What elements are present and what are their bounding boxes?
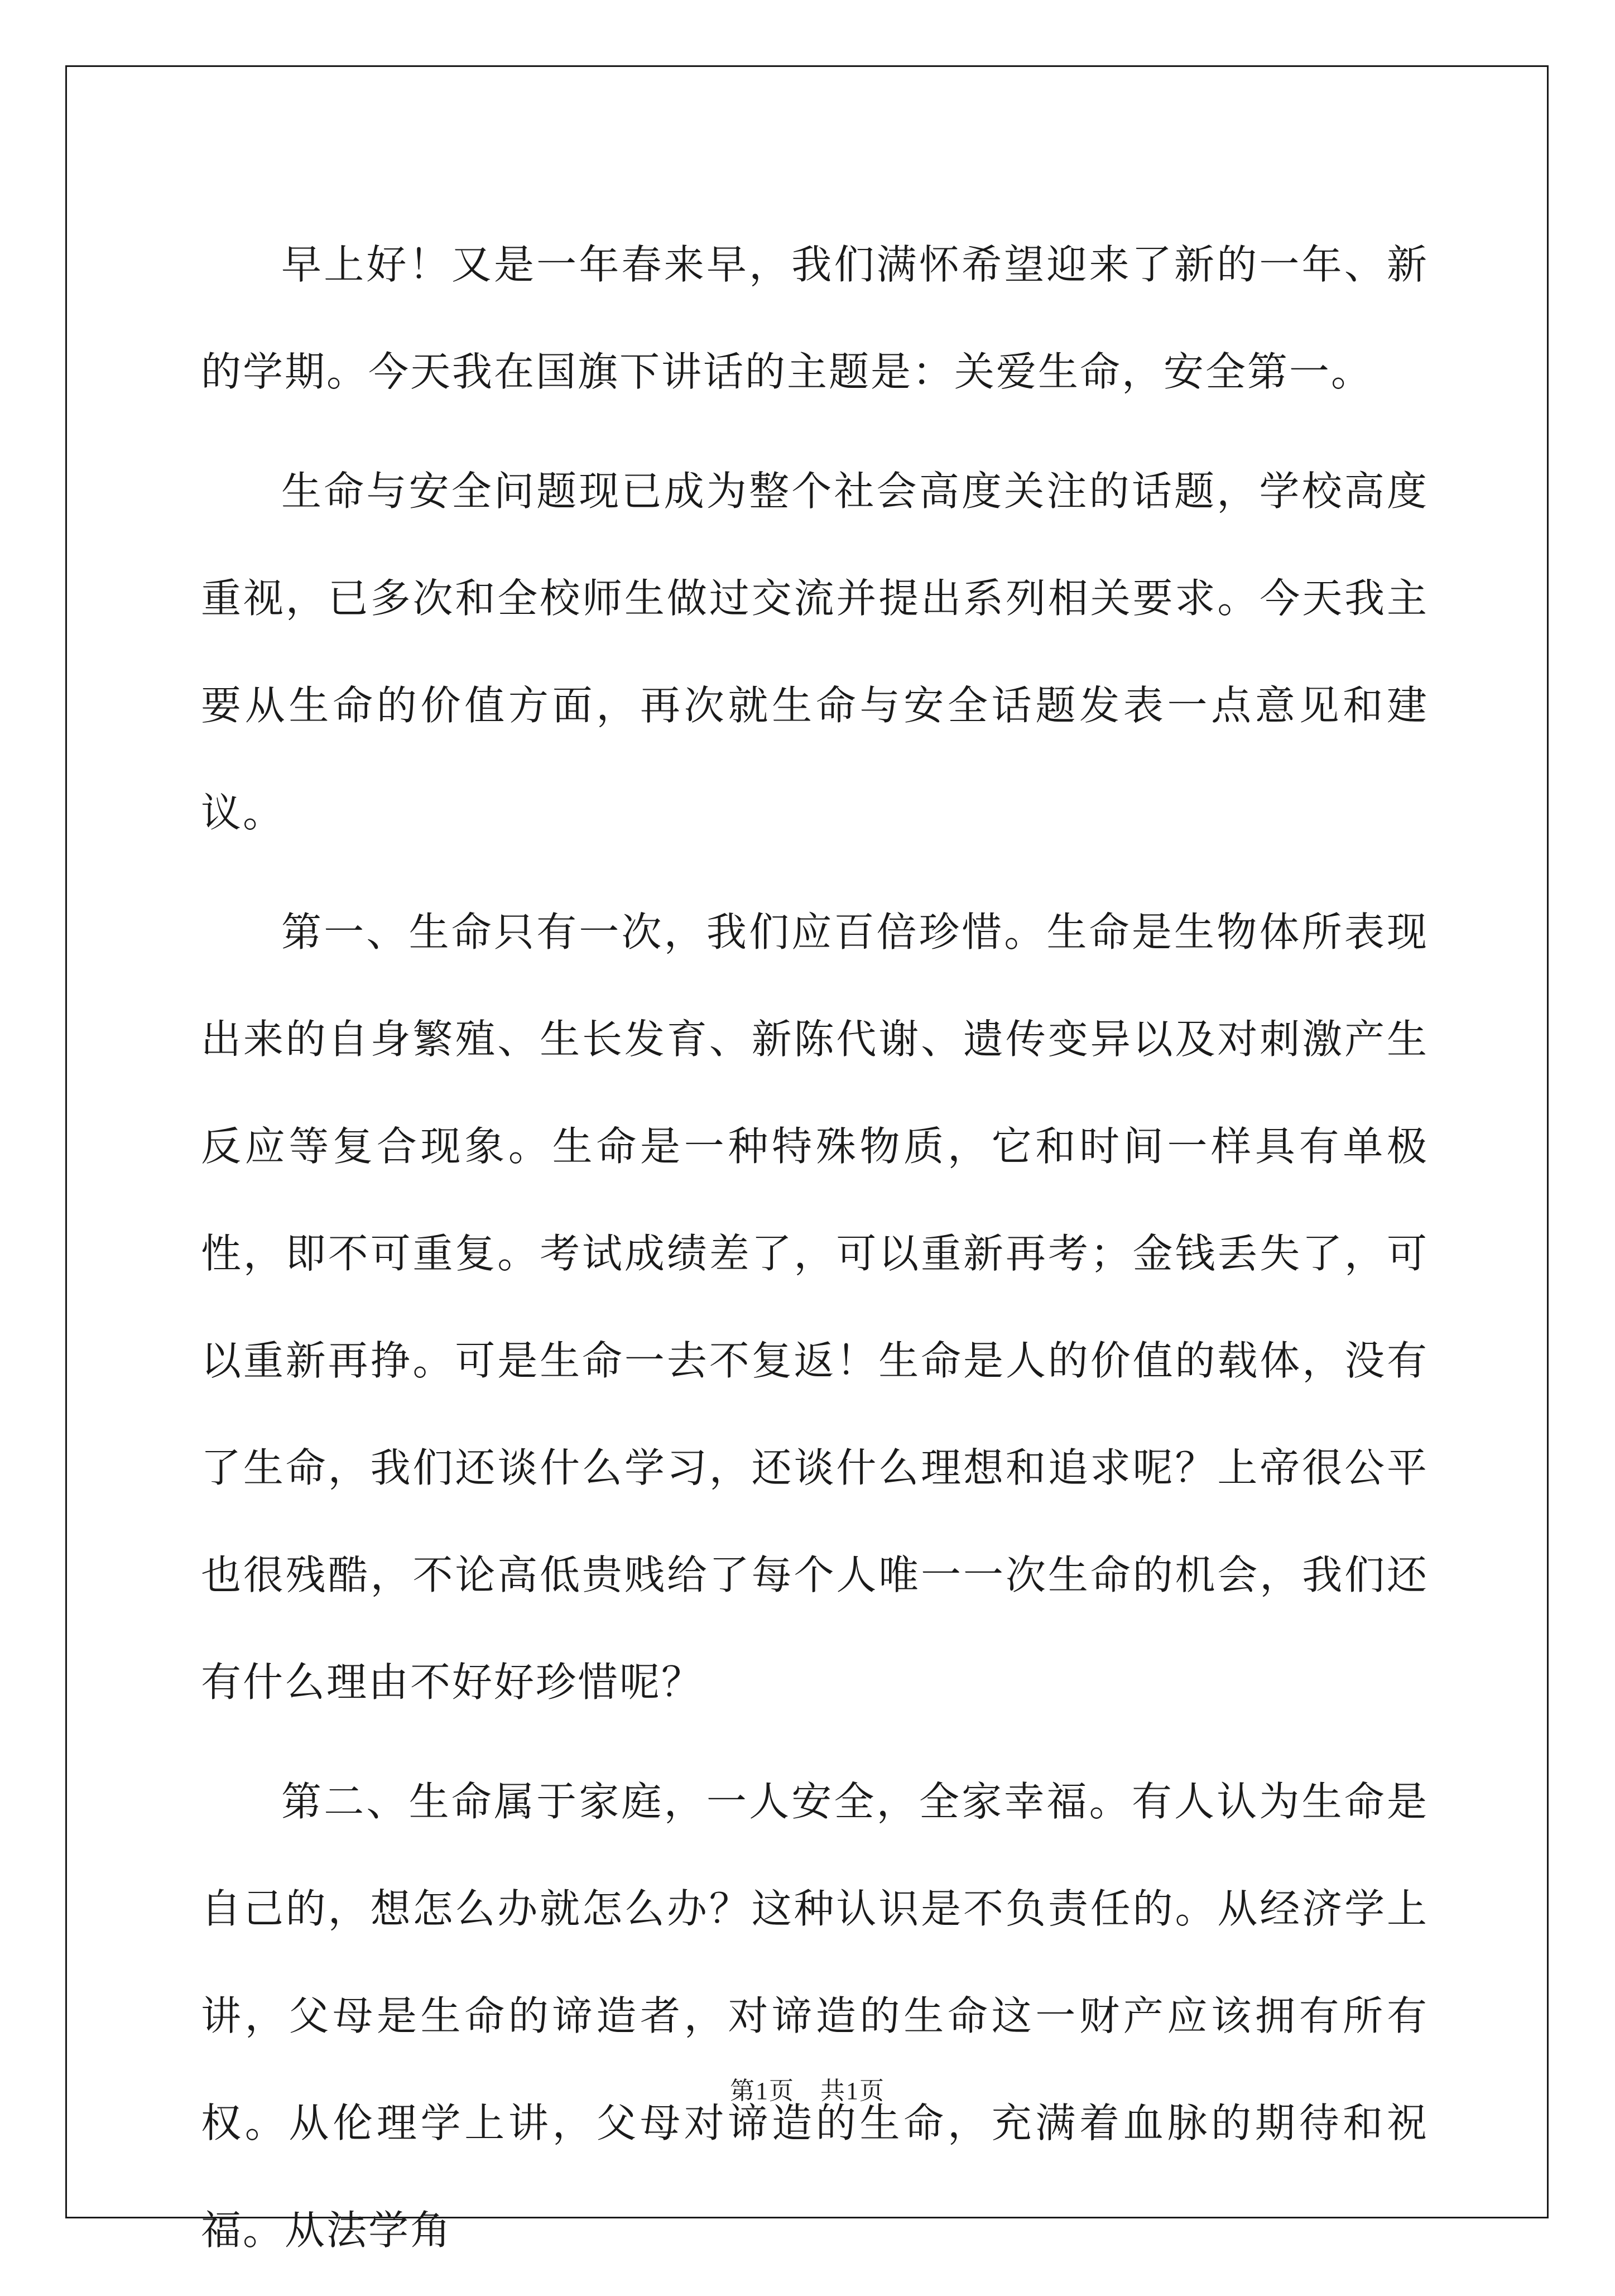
paragraph-3: 第一、生命只有一次，我们应百倍珍惜。生命是生物体所表现出来的自身繁殖、生长发育、新陈代谢、遗传变异以及对刺激产生反应等复合现象。生命是一种特殊物质，它和时间一样具有单极性，即不可重复。考试成绩差了，可以重新再考；金钱丢失了，可以重新再挣。可是生命一去不复返！生命是人的价值的载体，没有了生命，我们还谈什么学习，还谈什么理想和追求呢？上帝很公平也很残酷，不论高低贵贱给了每个人唯一一次生命的机会，我们还有什么理由不好好珍惜呢？ (201, 909, 1429, 1706)
paragraph-4: 第二、生命属于家庭，一人安全，全家幸福。有人认为生命是自己的，想怎么办就怎么办？这种认识是不负责任的。从经济学上讲，父母是生命的谛造者，对谛造的生命这一财产应该拥有所有权。从伦理学上讲，父母对谛造的生命，充满着血脉的期待和祝福。从法学角 (201, 1778, 1429, 2254)
document-body (201, 211, 1429, 2296)
page-footer: 第1页 共1页 (730, 2077, 885, 2105)
paragraph-2: 生命与安全问题现已成为整个社会高度关注的话题，学校高度重视，已多次和全校师生做过交流并提出系列相关要求。今天我主要从生命的价值方面，再次就生命与安全话题发表一点意见和建议。 (201, 468, 1429, 836)
paragraph-1: 早上好！又是一年春来早，我们满怀希望迎来了新的一年、新的学期。今天我在国旗下讲话的主题是：关爱生命，安全第一。 (201, 241, 1429, 395)
